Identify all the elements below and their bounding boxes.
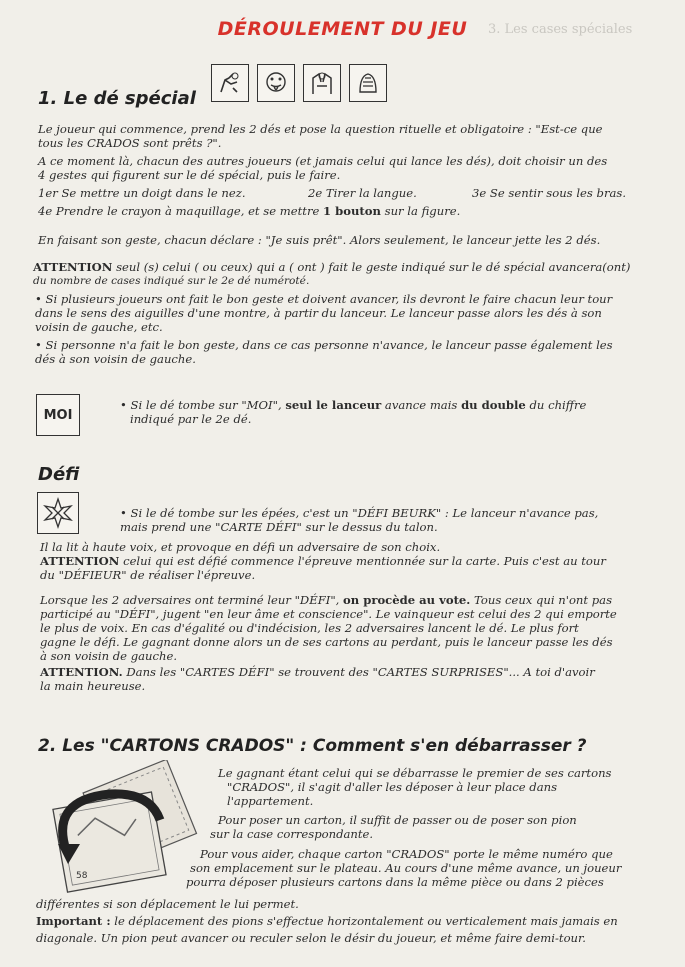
s2-line-7: son emplacement sur le plateau. Au cours d'une même avance, un joueur	[190, 861, 622, 875]
defi-line-8: à son voisin de gauche.	[40, 649, 178, 663]
armpit-icon	[303, 64, 341, 102]
s1-line-3: A ce moment là, chacun des autres joueurs (et jamais celui qui lance les dés), doit choisir un des	[38, 154, 608, 168]
s2-line-6: Pour vous aider, chaque carton "CRADOS" porte le même numéro que	[200, 847, 613, 861]
moi-label: MOI	[43, 407, 73, 423]
defi-line-6: le plus de voix. En cas d'égalité ou d'indécision, les 2 adversaires lancent le dé. Le plus fort	[40, 621, 579, 635]
bullet2-line-1: • Si personne n'a fait le bon geste, dans ce cas personne n'avance, le lanceur passe également les	[35, 338, 613, 352]
s2-line-4: Pour poser un carton, il suffit de passer ou de poser son pion	[218, 813, 577, 827]
defi-line-9: ATTENTION. Dans les "CARTES DÉFI" se trouvent des "CARTES SURPRISES"... A toi d'avoir	[40, 665, 595, 679]
defi-line-10: la main heureuse.	[40, 679, 146, 693]
defi-intro-1: • Si le dé tombe sur les épées, c'est un "DÉFI BEURK" : Le lanceur n'avance pas,	[120, 506, 599, 520]
gesture-1: 1er Se mettre un doigt dans le nez.	[38, 186, 246, 200]
section-heading-defi: Défi	[38, 464, 80, 485]
defi-intro-2: mais prend une "CARTE DÉFI" sur le dessus du talon.	[120, 520, 438, 534]
s1-line-2: tous les CRADOS sont prêts ?".	[38, 136, 222, 150]
moi-icon	[36, 394, 80, 436]
section-heading-cartons: 2. Les "CARTONS CRADOS" : Comment s'en débarrasser ?	[38, 736, 587, 756]
gesture-2: 2e Tirer la langue.	[308, 186, 417, 200]
bleed-through-text: 3. Les cases spéciales	[488, 22, 633, 37]
s2-line-9: différentes si son déplacement le lui permet.	[36, 897, 299, 911]
s2-line-2: "CRADOS", il s'agit d'aller les déposer à leur place dans	[227, 780, 558, 794]
gesture-4: 4e Prendre le crayon à maquillage, et se mettre 1 bouton sur la figure.	[38, 204, 461, 218]
gesture-3: 3e Se sentir sous les bras.	[472, 186, 627, 200]
important-line-1: Important : le déplacement des pions s'effectue horizontalement ou verticalement mais jamais en	[36, 914, 618, 928]
bullet1-line-2: dans le sens des aiguilles d'une montre, à partir du lanceur. Le lanceur passe alors les dés à son	[35, 306, 602, 320]
bullet1-line-3: voisin de gauche, etc.	[35, 320, 163, 334]
defi-line-2: ATTENTION celui qui est défié commence l'épreuve mentionnée sur la carte. Puis c'est au tour	[40, 554, 606, 568]
card-number: 58	[76, 871, 88, 881]
finger-nose-icon	[211, 64, 249, 102]
section-heading-special-die: 1. Le dé spécial	[38, 88, 196, 109]
defi-line-4: Lorsque les 2 adversaires ont terminé leur "DÉFI", on procède au vote. Tous ceux qui n'ont pas	[40, 593, 613, 607]
makeup-pencil-icon	[349, 64, 387, 102]
s1-line-4: 4 gestes qui figurent sur le dé spécial, puis le faire.	[38, 168, 341, 182]
moi-line-1: • Si le dé tombe sur "MOI", seul le lanceur avance mais du double du chiffre	[120, 398, 587, 412]
tongue-icon	[257, 64, 295, 102]
s2-line-3: l'appartement.	[227, 794, 314, 808]
attention-line-1: ATTENTION seul (s) celui ( ou ceux) qui a ( ont ) fait le geste indiqué sur le dé spécial avancera(ont)	[33, 260, 631, 274]
important-line-2: diagonale. Un pion peut avancer ou reculer selon le désir du joueur, et même faire demi-tour.	[36, 931, 586, 945]
bullet2-line-2: dés à son voisin de gauche.	[35, 352, 196, 366]
s2-line-8: pourra déposer plusieurs cartons dans la même pièce ou dans 2 pièces	[186, 875, 604, 889]
bullet1-line-1: • Si plusieurs joueurs ont fait le bon geste et doivent avancer, ils devront le faire chacun leur tour	[35, 292, 613, 306]
attention-line-2: du nombre de cases indiqué sur le 2e dé numéroté.	[33, 275, 310, 287]
page-title: DÉROULEMENT DU JEU	[217, 18, 468, 40]
declaration-text: En faisant son geste, chacun déclare : "Je suis prêt". Alors seulement, le lanceur jette les 2 dés.	[38, 233, 601, 247]
s1-line-1: Le joueur qui commence, prend les 2 dés et pose la question rituelle et obligatoire : "Est-ce que	[38, 122, 603, 136]
defi-line-3: du "DÉFIEUR" de réaliser l'épreuve.	[40, 568, 256, 582]
defi-line-7: gagne le défi. Le gagnant donne alors un de ses cartons au perdant, puis le lanceur passe les dés	[40, 635, 613, 649]
defi-line-1: Il la lit à haute voix, et provoque en défi un adversaire de son choix.	[40, 540, 441, 554]
s2-line-1: Le gagnant étant celui qui se débarrasse le premier de ses cartons	[218, 766, 612, 780]
moi-line-2: indiqué par le 2e dé.	[130, 412, 252, 426]
defi-line-5: participé au "DÉFI", jugent "en leur âme et conscience". Le vainqueur est celui des 2 qui emporte	[40, 607, 617, 621]
swords-icon	[37, 492, 79, 534]
s2-line-5: sur la case correspondante.	[210, 827, 374, 841]
